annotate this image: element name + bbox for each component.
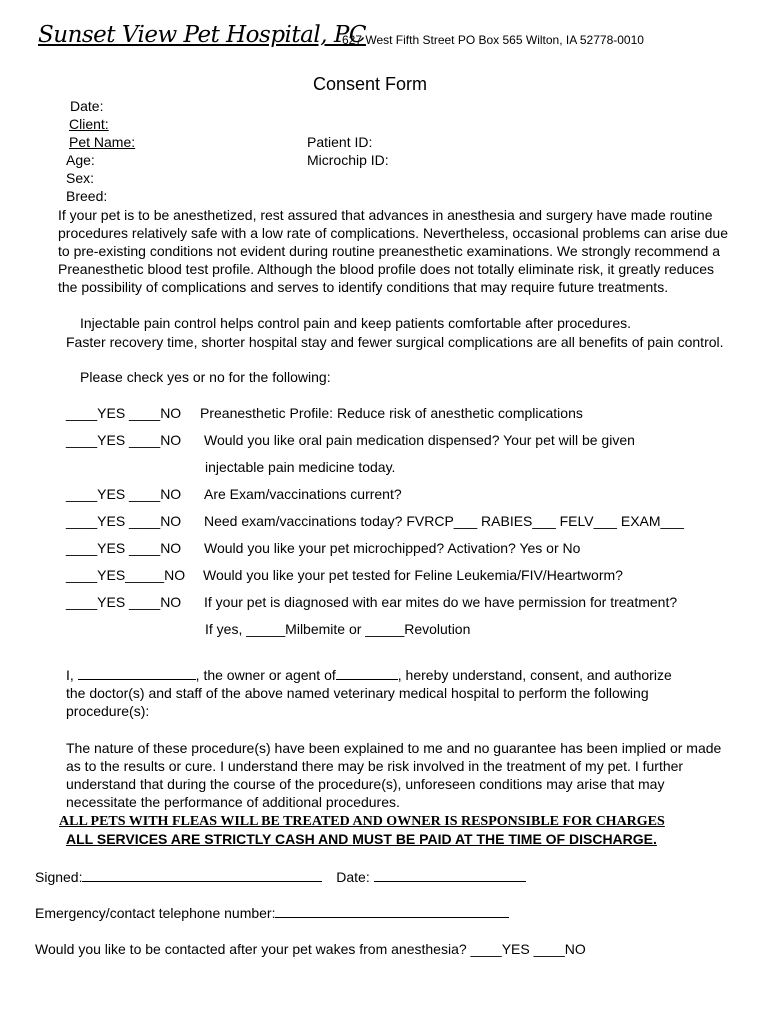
signature-date-label: Date:: [336, 869, 370, 885]
q5-yes-no[interactable]: ____YES ____NO: [66, 540, 182, 556]
signature-date-blank[interactable]: [374, 869, 526, 882]
nature-paragraph: The nature of these procedure(s) have been explained to me and no guarantee has been implied or made as to the results or cure. I understand there may be risk involved in the treatment of my pet. I further understand that during the course of the procedure(s), unforeseen conditions may arise that may necessitate the performance of additional procedures.: [66, 740, 722, 810]
age-label: Age:: [66, 152, 95, 168]
contact-yes-no[interactable]: ____YES ____NO: [470, 941, 586, 957]
microchip-id-label: Microchip ID:: [307, 152, 389, 168]
breed-label: Breed:: [66, 188, 108, 204]
pain-control-line-2: Faster recovery time, shorter hospital stay and fewer surgical complications are all benefits of pain control.: [66, 334, 724, 350]
emergency-phone-blank[interactable]: [275, 905, 509, 918]
q1-yes-no[interactable]: ____YES ____NO: [66, 405, 182, 421]
checklist-instruction: Please check yes or no for the following:: [80, 369, 331, 385]
date-label: Date:: [70, 98, 104, 114]
anesthesia-paragraph: If your pet is to be anesthetized, rest assured that advances in anesthesia and surgery have made routine procedures relatively safe with a low rate of complications. Nevertheless, occasional problems can arise due to pre-existing conditions not evident during routine preanesthetic examinations. We strongly recommend a Preanesthetic blood test profile. Although the blood profile does not totally eliminate risk, it greatly reduces the possibility of complications and serves to identify conditions that may require future treatments.: [58, 207, 728, 295]
q2-text: Would you like oral pain medication dispensed? Your pet will be given: [204, 432, 635, 448]
cash-notice: ALL SERVICES ARE STRICTLY CASH AND MUST BE PAID AT THE TIME OF DISCHARGE.: [66, 831, 657, 847]
q7-text: If your pet is diagnosed with ear mites do we have permission for treatment?: [204, 594, 678, 610]
signature-blank[interactable]: [82, 869, 322, 882]
q7-yes-no[interactable]: ____YES ____NO: [66, 594, 182, 610]
q1-text: Preanesthetic Profile: Reduce risk of anesthetic complications: [200, 405, 583, 421]
pain-control-line-1: Injectable pain control helps control pain and keep patients comfortable after procedures.: [80, 315, 632, 331]
patient-id-label: Patient ID:: [307, 134, 373, 150]
q6-yes-no[interactable]: ____YES_____NO: [66, 567, 186, 583]
emergency-row: [35, 905, 509, 921]
consent-line-1: I, , the owner or agent of , hereby understand, consent, and authorize: [66, 667, 672, 683]
owner-name-blank[interactable]: [78, 667, 196, 680]
fleas-notice: ALL PETS WITH FLEAS WILL BE TREATED AND OWNER IS RESPONSIBLE FOR CHARGES: [59, 814, 665, 829]
consent-line-2: the doctor(s) and staff of the above named veterinary medical hospital to perform the following: [66, 685, 649, 701]
q4-yes-no[interactable]: ____YES ____NO: [66, 513, 182, 529]
q5-text: Would you like your pet microchipped? Activation? Yes or No: [204, 540, 581, 556]
client-label: Client:: [69, 116, 109, 132]
form-title: Consent Form: [313, 74, 428, 94]
q3-text: Are Exam/vaccinations current?: [204, 486, 402, 502]
consent-authorize-text: hereby understand, consent, and authorize: [405, 667, 672, 683]
q6-text: Would you like your pet tested for Feline Leukemia/FIV/Heartworm?: [203, 567, 623, 583]
q2-yes-no[interactable]: ____YES ____NO: [66, 432, 182, 448]
signed-row: [35, 869, 526, 885]
sex-label: Sex:: [66, 170, 95, 186]
q7-ear-mite-options[interactable]: If yes, _____Milbemite or _____Revolution: [205, 621, 471, 637]
q4-text: Need exam/vaccinations today? FVRCP___ RABIES___ FELV___ EXAM___: [204, 513, 684, 529]
pet-name-blank[interactable]: [336, 667, 398, 680]
pet-name-label: Pet Name:: [69, 134, 136, 150]
emergency-label: Emergency/contact telephone number:: [35, 905, 276, 921]
consent-owner-text: , the owner or agent of: [195, 667, 336, 683]
hospital-address: 627 West Fifth Street PO Box 565 Wilton, IA 52778-0010: [342, 33, 644, 47]
q2-text-continued: injectable pain medicine today.: [205, 459, 396, 475]
consent-i: I,: [66, 667, 74, 683]
contact-row: [35, 941, 586, 957]
q3-yes-no[interactable]: ____YES ____NO: [66, 486, 182, 502]
signed-label: Signed:: [35, 869, 83, 885]
consent-line-3: procedure(s):: [66, 703, 150, 719]
contact-question: Would you like to be contacted after your pet wakes from anesthesia?: [35, 941, 467, 957]
hospital-name: Sunset View Pet Hospital, PC: [38, 22, 366, 48]
